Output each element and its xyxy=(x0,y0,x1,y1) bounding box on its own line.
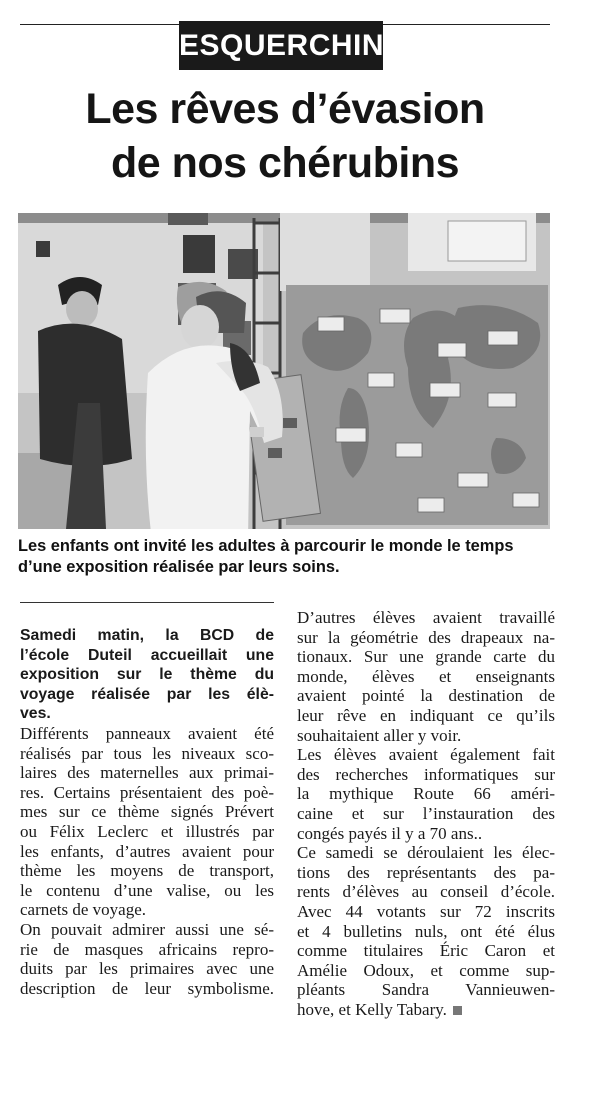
body-line: les enfants, d’autres avaient pour xyxy=(20,841,274,861)
lead-line: exposition sur le thème du xyxy=(20,666,274,684)
section-kicker: ESQUERCHIN xyxy=(179,21,383,70)
body-line: avaient pointé la destination de xyxy=(297,686,555,706)
body-line: rie de masques africains repro- xyxy=(20,939,274,959)
body-line: D’autres élèves avaient travaillé xyxy=(297,608,555,627)
body-line: res. Certains présentaient des poè- xyxy=(20,782,274,802)
body-line: pléants Sandra Vannieuwen- xyxy=(297,980,555,1000)
body-line: thème les moyens de transport, xyxy=(20,861,274,881)
lead-line: ves. xyxy=(20,705,51,723)
body-line: Amélie Odoux, et comme sup- xyxy=(297,960,555,980)
body-line: réalisés par tous les niveaux sco- xyxy=(20,743,274,763)
photo-caption xyxy=(18,536,553,578)
body-line: mes sur ce thème signés Prévert xyxy=(20,802,274,822)
body-line: Différents panneaux avaient été xyxy=(20,723,274,743)
lead-line: voyage réalisée par les élè- xyxy=(20,685,274,703)
body-line: Ce samedi se déroulaient les élec- xyxy=(297,843,555,863)
headline xyxy=(20,82,550,190)
body-line: souhaitaient aller y voir. xyxy=(297,725,462,745)
body-line: monde, élèves et enseignants xyxy=(297,666,555,686)
body-line: carnets de voyage. xyxy=(20,900,147,920)
headline-line: de nos chérubins xyxy=(110,139,459,187)
article-photo xyxy=(18,213,550,529)
body-line: duits par les primaires avec une xyxy=(20,959,274,979)
body-line: rents d’élèves au conseil d’école. xyxy=(297,882,555,902)
body-line: le contenu d’une valise, ou les xyxy=(20,880,274,900)
body-line: caine et sur l’instauration des xyxy=(297,803,555,823)
lead-line: Samedi matin, la BCD de xyxy=(20,627,274,644)
body-line: ou Félix Leclerc et illustrés par xyxy=(20,821,274,841)
body-line: description de leur symbolisme. xyxy=(20,978,274,998)
body-line: leur rêve en indiquant ce qu’ils xyxy=(297,705,555,725)
body-line: tionaux. Sur une grande carte du xyxy=(297,647,555,667)
body-line: des recherches informatiques sur xyxy=(297,764,555,784)
body-line: Les élèves avaient également fait xyxy=(297,745,555,765)
headline-line: Les rêves d’évasion xyxy=(85,85,485,133)
body-line: On pouvait admirer aussi une sé- xyxy=(20,919,274,939)
body-line: laires des maternelles aux primai- xyxy=(20,763,274,783)
body-line xyxy=(297,1000,555,1020)
caption-line: d’une exposition réalisée par leurs soins. xyxy=(18,558,340,576)
column-rule xyxy=(20,602,274,603)
body-line: comme titulaires Éric Caron et xyxy=(297,941,555,961)
end-of-article-mark xyxy=(453,1006,462,1015)
body-line: la mythique Route 66 améri- xyxy=(297,784,555,804)
body-line: tions des représentants des pa- xyxy=(297,862,555,882)
body-line: et 4 bulletins nuls, ont été élus xyxy=(297,921,555,941)
body-line-text: hove, et Kelly Tabary. xyxy=(297,999,447,1019)
body-line: Avec 44 votants sur 72 inscrits xyxy=(297,901,555,921)
article-body-left xyxy=(20,724,274,998)
article-lead xyxy=(20,626,274,724)
caption-line: Les enfants ont invité les adultes à parcourir le monde le temps xyxy=(18,537,514,555)
body-line: congés payés il y a 70 ans.. xyxy=(297,823,483,843)
body-line: sur la géométrie des drapeaux na- xyxy=(297,627,555,647)
article-column-left xyxy=(20,626,274,998)
article-column-right xyxy=(297,608,555,1019)
lead-line: l’école Duteil accueillait une xyxy=(20,646,274,664)
